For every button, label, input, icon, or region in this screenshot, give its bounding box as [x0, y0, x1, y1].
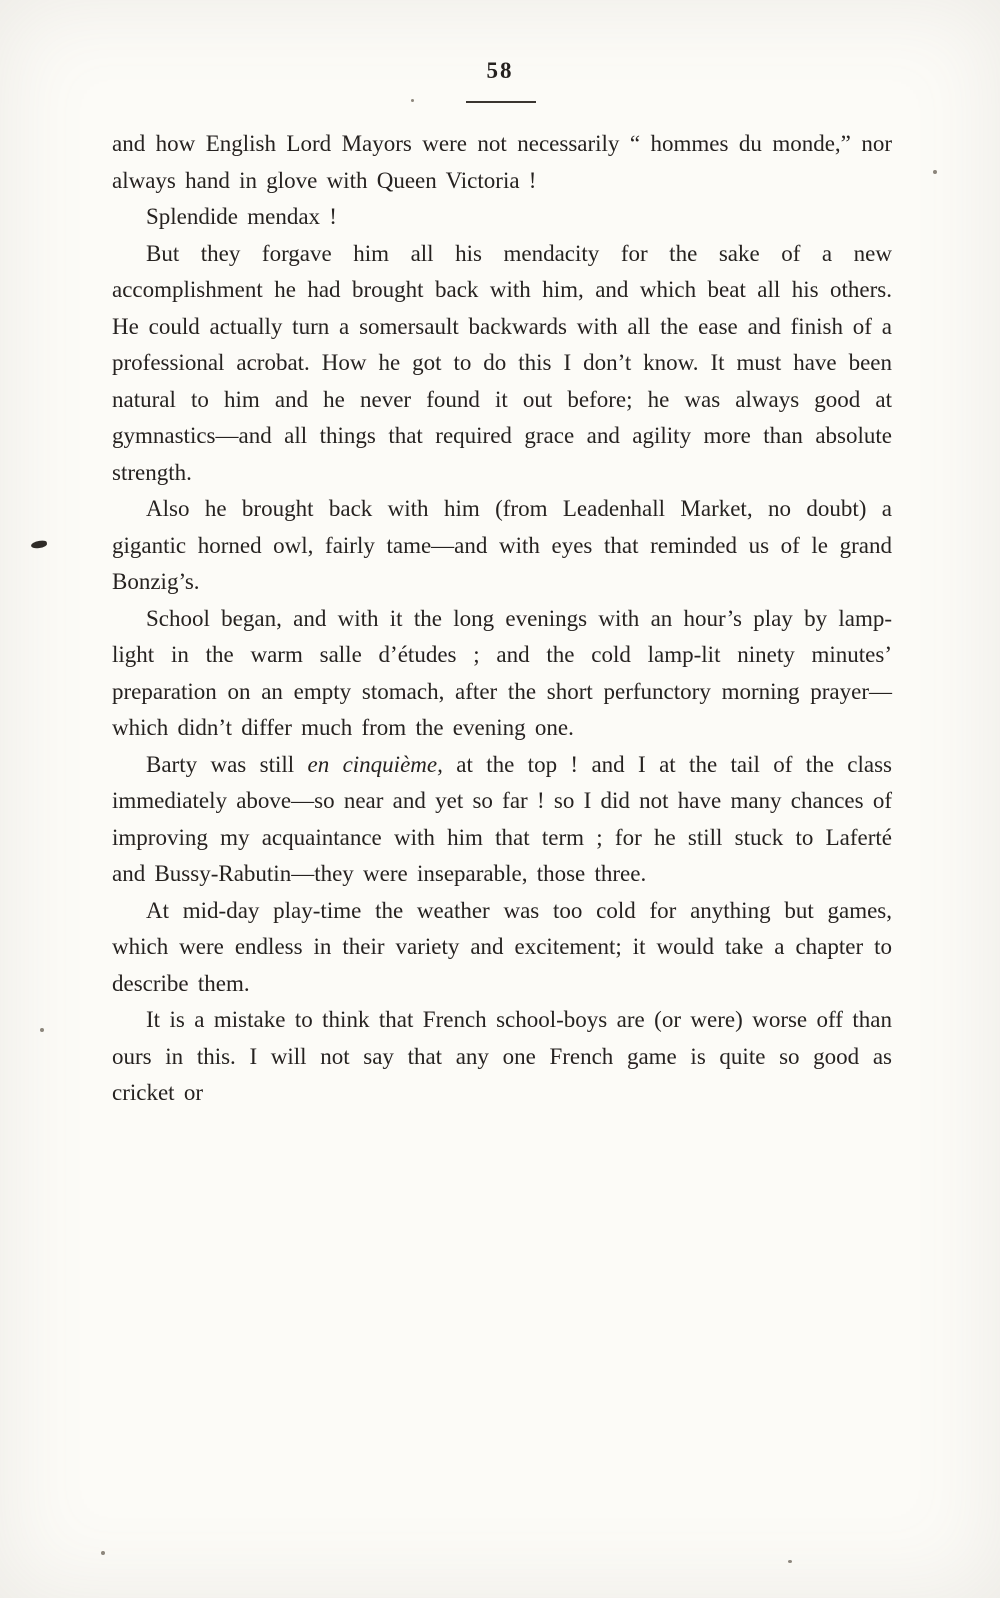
- text-run: Barty was still: [146, 751, 308, 777]
- text-run: at the top ! and I at the tail of the class immediately above—so near and yet so far ! so I did not have many chances of improving my acquaintance with him that term ; for he still stuck to Laferté and Bussy-Rabutin—they were inseparable, those three.: [112, 751, 892, 886]
- text-run: and how English Lord Mayors were not necessarily “ hommes du monde,” nor always hand in glove with Queen Victoria !: [112, 131, 892, 193]
- italic-text-run: en cinquième,: [307, 751, 443, 777]
- text-run: Splendide mendax !: [146, 204, 337, 229]
- text-run: It is a mistake to think that French school-boys are (or were) worse off than ours in this. I will not say that any one French game is quite so good as cricket or: [112, 1007, 892, 1105]
- paragraph: [112, 236, 892, 492]
- page-number: 58: [486, 58, 514, 83]
- paragraph: [112, 601, 892, 747]
- paragraph: [112, 893, 892, 1003]
- page-number-rule: [466, 101, 536, 103]
- scan-speck: [40, 1028, 44, 1032]
- paragraph: [112, 126, 892, 199]
- text-run: But they forgave him all his mendacity for the sake of a new accomplishment he had brought back with him, and which beat all his others. He could actually turn a somersault backwards with all the ease and finish of a professional acrobat. How he got to do this I don’t know. It must have been natural to him and he never found it out before; he was always good at gymnastics—and all things that required grace and agility more than absolute strength.: [112, 240, 892, 485]
- paragraph: [112, 747, 892, 893]
- scan-speck: [933, 170, 937, 174]
- paragraph: [112, 1002, 892, 1112]
- text-run: School began, and with it the long evenings with an hour’s play by lamp-light in the warm salle d’études ; and the cold lamp-lit ninety minutes’ preparation on an empty stomach, after the short perfunctory morning prayer—which didn’t differ much from the evening one.: [112, 605, 892, 740]
- text-block: [112, 126, 892, 1112]
- paragraph: [112, 491, 892, 601]
- text-run: Also he brought back with him (from Leadenhall Market, no doubt) a gigantic horned owl, fairly tame—and with eyes that reminded us of le grand Bonzig’s.: [112, 496, 892, 594]
- scan-speck: [101, 1551, 105, 1555]
- scan-speck: [788, 1560, 792, 1563]
- text-run: At mid-day play-time the weather was too cold for anything but games, which were endless in their variety and excitement; it would take a chapter to describe them.: [112, 897, 892, 996]
- scan-speck: [411, 99, 414, 102]
- paragraph: [112, 199, 892, 236]
- ink-smudge: [31, 540, 48, 549]
